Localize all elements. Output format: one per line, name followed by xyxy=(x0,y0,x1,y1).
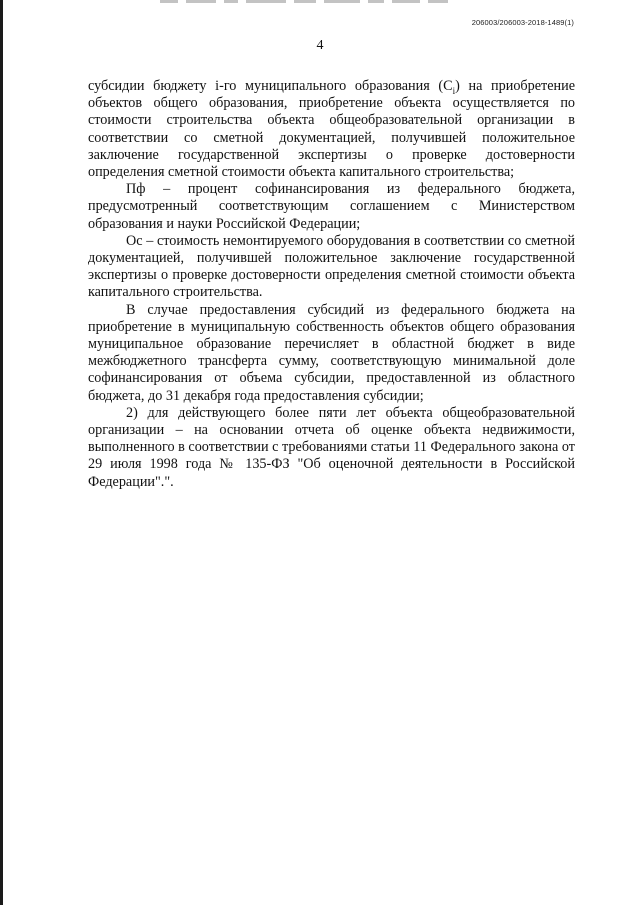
scan-left-edge xyxy=(0,0,3,905)
paragraph-3: Ос – стоимость немонтируемого оборудования в соответствии со сметной документацией, получившей положительное заключение государственной экспертизы о проверке достоверности определения сметной стоимости объекта капитального строительства. xyxy=(88,232,575,301)
paragraph-4: В случае предоставления субсидий из федерального бюджета на приобретение в муниципальную собственность объектов общего образования муниципальное образование перечисляет в областной бюджет в виде межбюджетного трансферта сумму, соответствующую минимальной доле софинансирования от объема субсидии, предоставленной из областного бюджета, до 31 декабря года предоставления субсидии; xyxy=(88,301,575,404)
page-number: 4 xyxy=(316,38,324,53)
scan-top-marks xyxy=(160,0,500,4)
document-id: 206003/206003-2018-1489(1) xyxy=(471,18,574,27)
document-body xyxy=(88,78,575,491)
paragraph-1-end: ) на приобретение объектов общего образования, приобретение объекта осуществляется по стоимости строительства объекта общеобразовательной организации в соответствии со сметной документацией, получившей положительное заключение государственной экспертизы о проверке достоверности определения сметной стоимости объекта капитального строительства; xyxy=(88,78,575,181)
paragraph-1-subscript: i xyxy=(452,85,456,96)
paragraph-1 xyxy=(88,78,575,181)
paragraph-2: Пф – процент софинансирования из федерального бюджета, предусмотренный соответствующим соглашением с Министерством образования и науки Российской Федерации; xyxy=(88,181,575,232)
paragraph-5: 2) для действующего более пяти лет объекта общеобразовательной организации – на основании отчета об оценке объекта недвижимости, выполненного в соответствии с требованиями статьи 11 Федерального закона от 29 июля 1998 года № 135-ФЗ "Об оценочной деятельности в Российской Федерации".". xyxy=(88,404,575,490)
paragraph-1-start: субсидии бюджету i-го муниципального образования (C xyxy=(88,78,453,94)
